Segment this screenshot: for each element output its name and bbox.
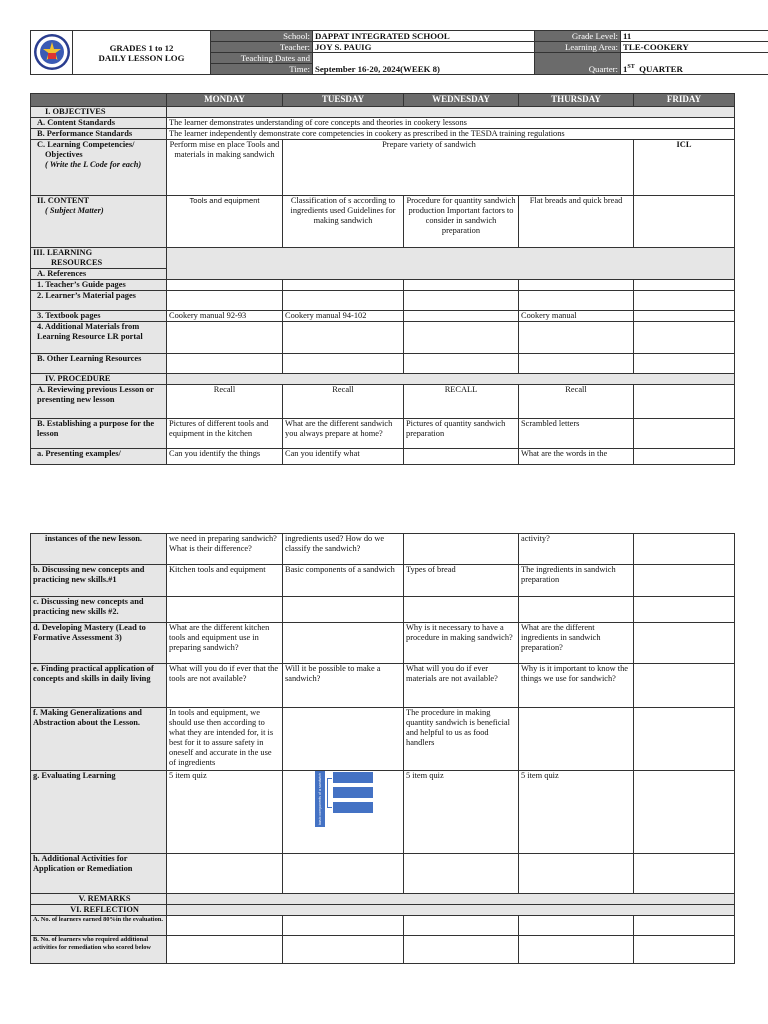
practical-monday: What will you do if ever that the tools are not available? <box>167 664 283 708</box>
remarks-label: V. REMARKS <box>31 894 167 905</box>
evaluating-thursday: 5 item quiz <box>519 771 634 854</box>
additional-materials-label: 4. Additional Materials from Learning Resource LR portal <box>31 322 167 354</box>
area-label: Learning Area: <box>535 42 621 53</box>
quarter-text: QUARTER <box>639 64 683 74</box>
quarter-value <box>621 53 768 75</box>
dates-value: September 16-20, 2024(WEEK 8) <box>313 53 535 75</box>
day-thursday: THURSDAY <box>519 94 634 107</box>
competency-monday: Perform mise en place Tools and materials in making sandwich <box>167 140 283 196</box>
diagram-vertical-text: basic components of a sandwich <box>318 773 322 825</box>
discussing-1-thursday: The ingredients in sandwich preparation <box>519 565 634 597</box>
day-tuesday: TUESDAY <box>283 94 404 107</box>
competency-friday: ICL <box>634 140 735 196</box>
purpose-thursday: Scrambled letters <box>519 419 634 449</box>
generalization-label: f. Making Generalizations and Abstraction about the Lesson. <box>31 708 167 771</box>
purpose-label: B. Establishing a purpose for the lesson <box>31 419 167 449</box>
sandwich-components-diagram <box>285 771 401 853</box>
quarter-num: 1 <box>623 64 628 74</box>
resources-title <box>31 248 167 269</box>
examples-tuesday-continued: ingredients used? How do we classify the sandwich? <box>283 534 404 565</box>
objectives-title: I. OBJECTIVES <box>31 107 167 118</box>
day-wednesday: WEDNESDAY <box>404 94 519 107</box>
content-wednesday: Procedure for quantity sandwich production Important factors to consider in sandwich preparation <box>404 196 519 248</box>
lesson-table-page-1 <box>30 93 735 465</box>
teacher-value: JOY S. PAUIG <box>313 42 535 53</box>
day-header-row <box>31 94 735 107</box>
examples-monday: Can you identify the things <box>167 449 283 465</box>
reflection-label: VI. REFLECTION <box>31 905 167 916</box>
performance-standards-label: B. Performance Standards <box>31 129 167 140</box>
day-friday: FRIDAY <box>634 94 735 107</box>
school-value: DAPPAT INTEGRATED SCHOOL <box>313 31 535 42</box>
mastery-monday: What are the different kitchen tools and equipment use in preparing sandwich? <box>167 623 283 664</box>
diagram-box-3 <box>333 802 373 813</box>
review-thursday: Recall <box>519 385 634 419</box>
content-label-1: II. CONTENT <box>37 196 90 205</box>
diagram-vertical-label <box>315 771 325 827</box>
grade-label: Grade Level: <box>535 31 621 42</box>
mastery-wednesday: Why is it necessary to have a procedure in making sandwich? <box>404 623 519 664</box>
presenting-examples-label: a. Presenting examples/ <box>31 449 167 465</box>
reflection-a-label: A. No. of learners earned 80%in the evaluation. <box>31 916 167 936</box>
evaluating-monday: 5 item quiz <box>167 771 283 854</box>
school-label: School: <box>211 31 313 42</box>
title-line-2: DAILY LESSON LOG <box>98 52 185 63</box>
diagram-bracket <box>327 778 332 808</box>
review-tuesday: Recall <box>283 385 404 419</box>
evaluating-wednesday: 5 item quiz <box>404 771 519 854</box>
performance-standards: The learner independently demonstrate core competencies in cookery as prescribed in the TESDA training regulations <box>167 129 735 140</box>
generalization-wednesday: The procedure in making quantity sandwich is beneficial and helpful to us as food handlers <box>404 708 519 771</box>
content-tuesday: Classification of s according to ingredients used Guidelines for making sandwich <box>283 196 404 248</box>
purpose-wednesday: Pictures of quantity sandwich preparation <box>404 419 519 449</box>
content-standards-label: A. Content Standards <box>31 118 167 129</box>
other-resources-label: B. Other Learning Resources <box>31 354 167 374</box>
competencies-label-2: Objectives <box>45 150 83 159</box>
title-line-1: GRADES 1 to 12 <box>109 42 174 53</box>
additional-activities-label: h. Additional Activities for Application or Remediation <box>31 854 167 894</box>
deped-seal-icon <box>31 31 73 75</box>
teacher-label: Teacher: <box>211 42 313 53</box>
textbook-thursday: Cookery manual <box>519 311 634 322</box>
content-label-2: ( Subject Matter) <box>45 206 104 215</box>
day-monday: MONDAY <box>167 94 283 107</box>
log-title <box>73 31 211 75</box>
discussing-1-monday: Kitchen tools and equipment <box>167 565 283 597</box>
lesson-table-page-2 <box>30 533 735 964</box>
quarter-sup: ST <box>627 64 635 71</box>
practical-tuesday: Will it be possible to make a sandwich? <box>283 664 404 708</box>
teachers-guide-label: 1. Teacher’s Guide pages <box>31 280 167 291</box>
examples-tuesday: Can you identify what <box>283 449 404 465</box>
learners-material-label: 2. Learner’s Material pages <box>31 291 167 311</box>
examples-monday-continued: we need in preparing sandwich? What is their difference? <box>167 534 283 565</box>
practical-wednesday: What will you do if ever materials are not available? <box>404 664 519 708</box>
textbook-label: 3. Textbook pages <box>31 311 167 322</box>
diagram-box-2 <box>333 787 373 798</box>
practical-application-label: e. Finding practical application of concepts and skills in daily living <box>31 664 167 708</box>
competencies-label <box>31 140 167 196</box>
dates-label-2: Time: <box>211 64 313 75</box>
quarter-label: Quarter: <box>535 53 621 75</box>
dates-label-1: Teaching Dates and <box>211 53 313 64</box>
developing-mastery-label: d. Developing Mastery (Lead to Formative Assessment 3) <box>31 623 167 664</box>
resources-title-1: III. LEARNING <box>33 248 93 257</box>
content-monday: Tools and equipment <box>167 196 283 248</box>
purpose-tuesday: What are the different sandwich you always prepare at home? <box>283 419 404 449</box>
procedure-title: IV. PROCEDURE <box>31 374 167 385</box>
mastery-thursday: What are the different ingredients in sandwich preparation? <box>519 623 634 664</box>
discussing-2-label: c. Discussing new concepts and practicing new skills #2. <box>31 597 167 623</box>
resources-title-2: RESOURCES <box>51 258 103 267</box>
generalization-monday: In tools and equipment, we should use then according to what they are intended for, it is best for it to assure safety in oneself and accurate in the use of ingredients <box>167 708 283 771</box>
reflection-b-label: B. No. of learners who required additional activities for remediation who scored below <box>31 936 167 964</box>
review-monday: Recall <box>167 385 283 419</box>
area-value: TLE-COOKERY <box>621 42 768 53</box>
competency-tue-thu: Prepare variety of sandwich <box>283 140 634 196</box>
evaluating-tuesday <box>283 771 404 854</box>
content-label <box>31 196 167 248</box>
practical-thursday: Why is it important to know the things we use for sandwich? <box>519 664 634 708</box>
discussing-1-label: b. Discussing new concepts and practicing new skills.#1 <box>31 565 167 597</box>
competencies-label-1: C. Learning Competencies/ <box>37 140 135 149</box>
textbook-tuesday: Cookery manual 94-102 <box>283 311 404 322</box>
examples-label-continued: instances of the new lesson. <box>31 534 167 565</box>
review-wednesday: RECALL <box>404 385 519 419</box>
grade-value: 11 <box>621 31 768 42</box>
examples-thursday-continued: activity? <box>519 534 634 565</box>
references-label: A. References <box>31 269 167 280</box>
header-table <box>30 30 768 75</box>
examples-thursday: What are the words in the <box>519 449 634 465</box>
diagram-box-1 <box>333 772 373 783</box>
competencies-label-3: ( Write the L Code for each) <box>45 160 142 169</box>
discussing-1-wednesday: Types of bread <box>404 565 519 597</box>
purpose-monday: Pictures of different tools and equipment in the kitchen <box>167 419 283 449</box>
content-thursday: Flat breads and quick bread <box>519 196 634 248</box>
reviewing-lesson-label: A. Reviewing previous Lesson or presenting new lesson <box>31 385 167 419</box>
evaluating-label: g. Evaluating Learning <box>31 771 167 854</box>
content-standards: The learner demonstrates understanding of core concepts and theories in cookery lessons <box>167 118 735 129</box>
textbook-monday: Cookery manual 92-93 <box>167 311 283 322</box>
discussing-1-tuesday: Basic components of a sandwich <box>283 565 404 597</box>
